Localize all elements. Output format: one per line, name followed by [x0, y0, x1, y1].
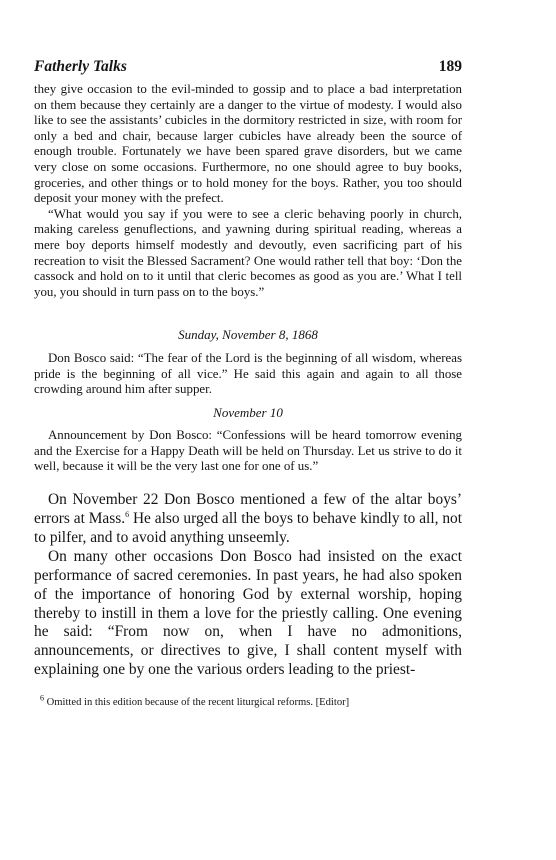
paragraph: Announcement by Don Bosco: “Confessions will be heard tomorrow evening and the Exercise for a Happy Death will be held on Thursday. Let us strive to do it well, because it will be the very last one for one of us.” [34, 428, 462, 474]
footnote-reference: 6 [125, 509, 130, 519]
paragraph [34, 491, 462, 548]
paragraph: “What would you say if you were to see a cleric behaving poorly in church, making careless genuflections, and yawning during spiritual reading, whereas a mere boy deports himself modestly and devoutly, even sacrificing part of his recreation to visit the Blessed Sacrament? One would rather tell that boy: ‘Don the cassock and hold on to it until that cleric becomes as good as you are.’ What I tell you, you should in turn pass on to the boys.” [34, 206, 462, 299]
running-title: Fatherly Talks [34, 58, 127, 75]
footnote-marker: 6 [40, 693, 44, 703]
paragraph-text: He also urged all the boys to behave kindly to all, not to pilfer, and to avoid anything unseemly. [34, 509, 462, 546]
dateline: November 10 [213, 404, 283, 420]
body-text-small [34, 82, 462, 300]
footnote [34, 693, 462, 709]
book-page [34, 58, 462, 709]
paragraph: On many other occasions Don Bosco had insisted on the exact performance of sacred ceremonies. In past years, he had also spoken of the importance of honoring God by external worship, hoping thereby to instill in them a love for the priestly calling. One evening he said: “From now on, when I have no admonitions, announcements, or directives to give, I shall content myself with explaining one by one the various orders leading to the priest- [34, 547, 462, 679]
paragraph: they give occasion to the evil-minded to gossip and to place a bad interpretation on them because they certainly are a danger to the virtue of modesty. I would also like to see the assistants’ cubicles in the dormitory restricted in size, with room for only a bed and chair, because larger cubicles have already been the source of enough trouble. Fortunately we have been spared grave disorders, but we came very close on some occasions. Furthermore, no one should agree to buy books, groceries, and other things or to hold money for the boys. Rather, you too should deposit your money with the prefect. [34, 82, 462, 206]
body-text-large [34, 491, 462, 680]
page-number: 189 [438, 58, 462, 75]
paragraph-text: On November 22 Don Bosco mentioned a few of the altar boys’ errors at Mass. [34, 491, 462, 527]
footnote-text: Omitted in this edition because of the recent liturgical reforms. [Editor] [44, 697, 350, 709]
body-text-small [34, 428, 462, 475]
body-text-small [34, 351, 462, 398]
page-header [34, 58, 462, 82]
dateline: Sunday, November 8, 1868 [178, 327, 318, 343]
paragraph: Don Bosco said: “The fear of the Lord is the beginning of all wisdom, whereas pride is the beginning of all vice.” He said this again and again to all those crowding around him after supper. [34, 350, 462, 397]
